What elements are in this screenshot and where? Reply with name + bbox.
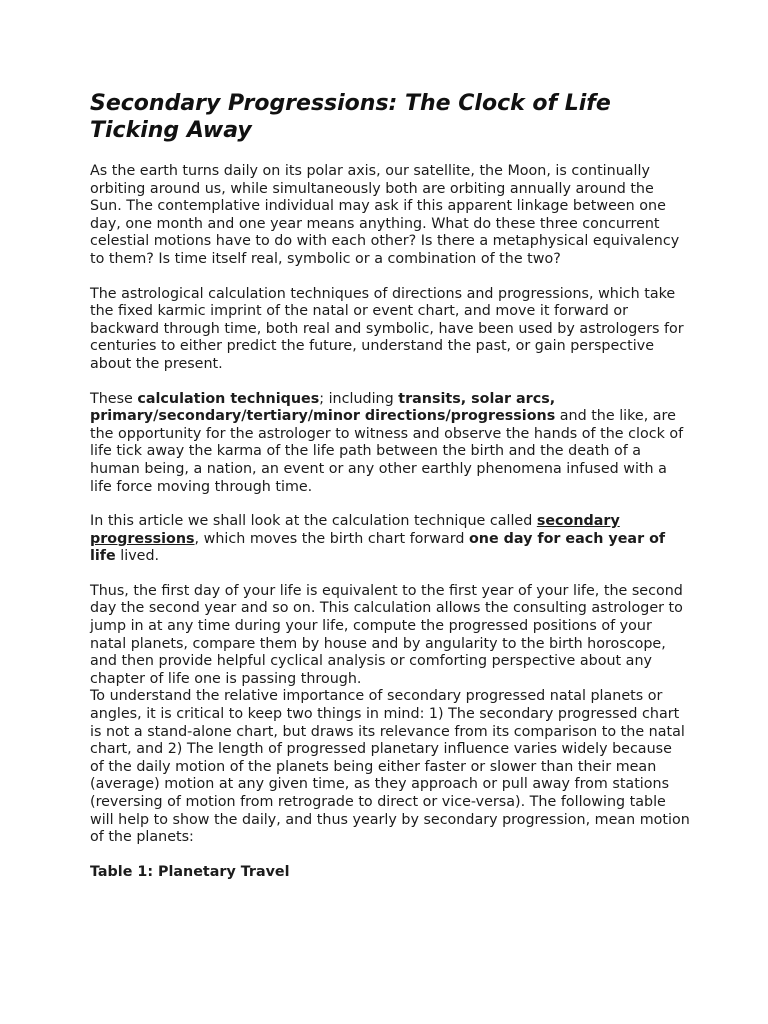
text-run: lived.: [115, 548, 160, 565]
article-title: Secondary Progressions: The Clock of Life Ticking Away: [90, 91, 611, 143]
table-caption: Table 1: Planetary Travel: [90, 863, 290, 880]
paragraph-secondary-progressions: [90, 513, 690, 566]
paragraph-calculation-techniques: [90, 391, 690, 497]
paragraph-techniques: The astrological calculation techniques of directions and progressions, which take the fixed karmic imprint of the natal or event chart, and move it forward or backward through time, both real and symbolic, have been used by astrologers for centuries to either predict the future, understand the past, or gain perspective about the present.: [90, 285, 684, 372]
text-run: ; including: [319, 390, 399, 407]
paragraph-first-day: Thus, the first day of your life is equivalent to the first year of your life, the second day the second year and so on. This calculation allows the consulting astrologer to jump in at any time during your life, compute the progressed positions of your natal planets, compare them by house and by angularity to the birth horoscope, and then provide helpful cyclical analysis or comforting perspective about any chapter of life one is passing through.: [90, 582, 683, 687]
text-run: and the like, are the opportunity for the astrologer to witness and observe the hands of the clock of life tick away the karma of the life path between the birth and the death of a human being, a nation, an event or any other earthly phenomena infused with a life force moving through time.: [90, 408, 684, 495]
paragraph-relative-importance: To understand the relative importance of secondary progressed natal planets or angles, it is critical to keep two things in mind: 1) The secondary progressed chart is not a stand-alone chart, but draws its relevance from its comparison to the natal chart, and 2) The length of progressed planetary influence varies widely because of the daily motion of the planets being either faster or slower than their mean (average) motion at any given time, as they approach or pull away from stations (reversing of motion from retrograde to direct or vice-versa). The following table will help to show the daily, and thus yearly by secondary progression, mean motion of the planets:: [90, 688, 690, 846]
bold-technique-list: transits, solar arcs, primary/secondary/tertiary/minor directions/progressions: [90, 390, 556, 425]
bold-calculation-techniques: calculation techniques: [137, 390, 320, 407]
paragraph-intro: As the earth turns daily on its polar axis, our satellite, the Moon, is continually orbiting around us, while simultaneously both are orbiting annually around the Sun. The contemplative individual may ask if this apparent linkage between one day, one month and one year means anything. What do these three concurrent celestial motions have to do with each other? Is there a metaphysical equivalency to them? Is time itself real, symbolic or a combination of the two?: [90, 163, 680, 267]
text-run: These: [90, 390, 138, 407]
document-page: [90, 90, 690, 881]
text-run: , which moves the birth chart forward: [194, 530, 469, 547]
bold-one-day-per-year: one day for each year of life: [90, 530, 666, 565]
bold-underlined-secondary-progressions: secondary progressions: [90, 513, 620, 547]
text-run: In this article we shall look at the calculation technique called: [90, 513, 537, 530]
